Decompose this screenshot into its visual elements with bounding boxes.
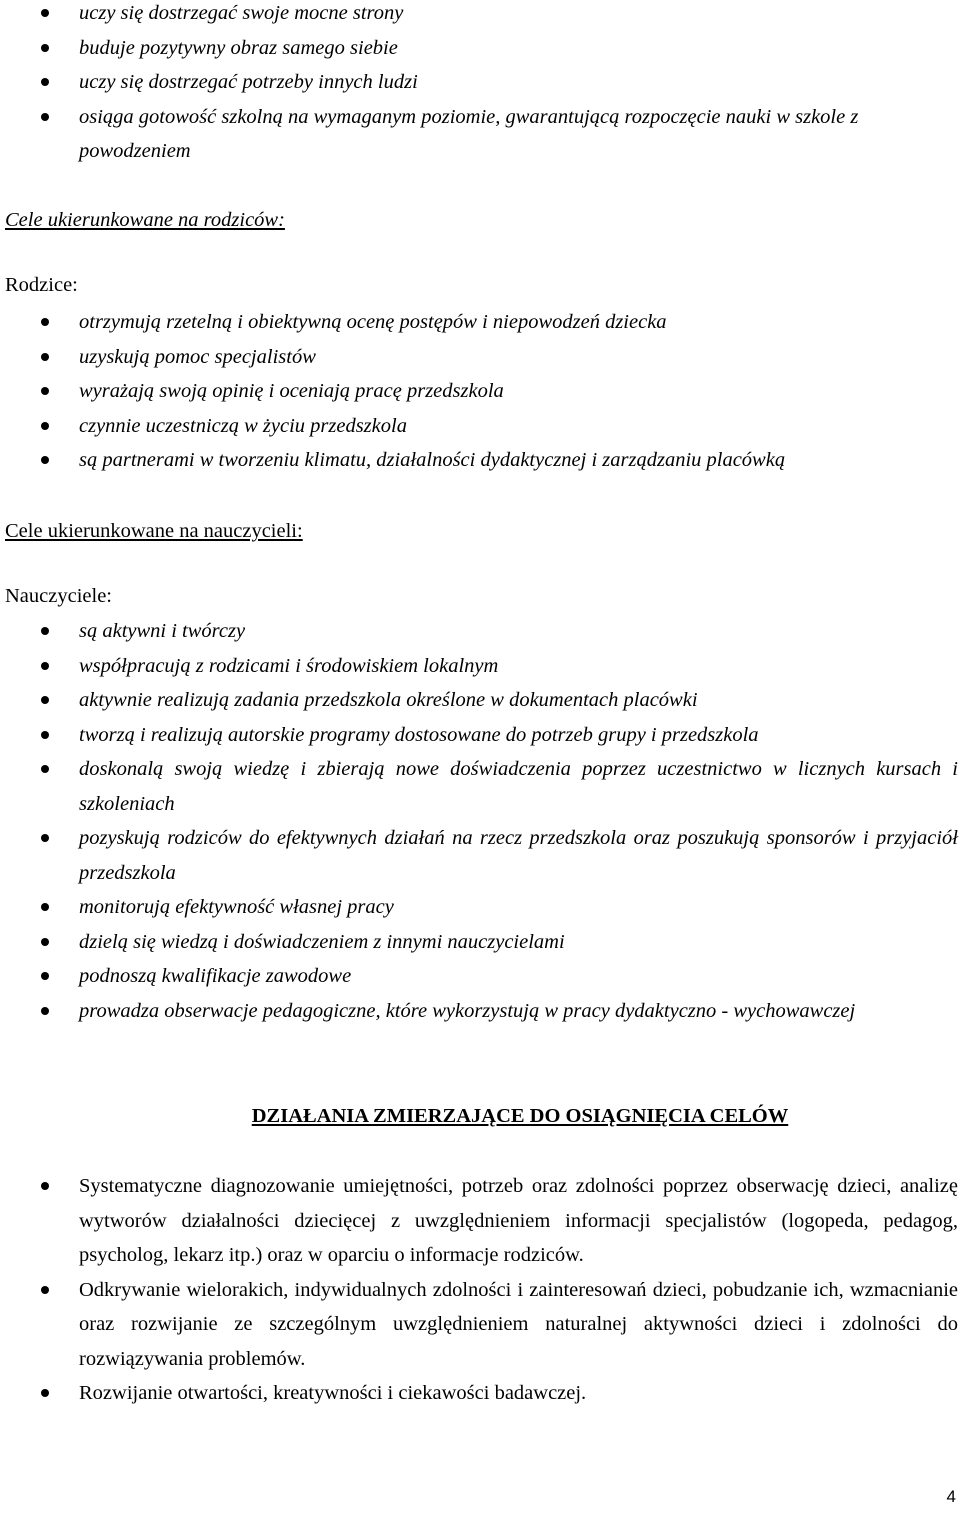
children-goals-list-block	[0, 0, 960, 169]
bullet-icon	[41, 1182, 49, 1190]
bullet-icon	[41, 972, 49, 980]
bullet-icon	[41, 456, 49, 464]
list-item: otrzymują rzetelną i obiektywną ocenę postępów i niepowodzeń dziecka	[0, 305, 960, 340]
list-item: współpracują z rodzicami i środowiskiem lokalnym	[0, 649, 960, 684]
bullet-icon	[41, 113, 49, 121]
parents-goals-heading: Cele ukierunkowane na rodziców:	[5, 209, 285, 231]
list-item: wyrażają swoją opinię i oceniają pracę przedszkola	[0, 374, 960, 409]
bullet-icon	[41, 662, 49, 670]
parents-goals-list	[0, 305, 960, 478]
list-item: Odkrywanie wielorakich, indywidualnych zdolności i zainteresowań dzieci, pobudzanie ich, wzmacnianie oraz rozwijanie ze szczególnym uwzględnieniem naturalnej aktywności dzieci i zdolności do rozwiązywania problemów.	[0, 1273, 960, 1377]
list-item: Systematyczne diagnozowanie umiejętności, potrzeb oraz zdolności poprzez obserwację dzieci, analizę wytworów działalności dziecięcej z uwzględnieniem informacji specjalistów (logopeda, pedagog, psycholog, lekarz itp.) oraz w oparciu o informacje rodziców.	[0, 1169, 960, 1273]
list-item: podnoszą kwalifikacje zawodowe	[0, 959, 960, 994]
list-item: Rozwijanie otwartości, kreatywności i ciekawości badawczej.	[0, 1376, 960, 1411]
bullet-icon	[41, 318, 49, 326]
actions-section-title: DZIAŁANIA ZMIERZAJĄCE DO OSIĄGNIĘCIA CELÓW	[251, 1105, 789, 1127]
list-item: prowadza obserwacje pedagogiczne, które wykorzystują w pracy dydaktyczno - wychowawczej	[0, 994, 960, 1029]
bullet-icon	[41, 1389, 49, 1397]
bullet-icon	[41, 1007, 49, 1015]
list-item: aktywnie realizują zadania przedszkola określone w dokumentach placówki	[0, 683, 960, 718]
list-item: są aktywni i twórczy	[0, 614, 960, 649]
list-item: pozyskują rodziców do efektywnych działań na rzecz przedszkola oraz poszukują sponsorów i przyjaciół przedszkola	[0, 821, 960, 890]
bullet-icon	[41, 78, 49, 86]
list-item: tworzą i realizują autorskie programy dostosowane do potrzeb grupy i przedszkola	[0, 718, 960, 753]
list-item: doskonalą swoją wiedzę i zbierają nowe doświadczenia poprzez uczestnictwo w licznych kursach i szkoleniach	[0, 752, 960, 821]
list-item: czynnie uczestniczą w życiu przedszkola	[0, 409, 960, 444]
list-item: uczy się dostrzegać potrzeby innych ludzi	[0, 65, 960, 100]
children-goals-list	[0, 0, 960, 169]
teachers-goals-list-block	[0, 614, 960, 1028]
bullet-icon	[41, 9, 49, 17]
bullet-icon	[41, 44, 49, 52]
list-item: są partnerami w tworzeniu klimatu, działalności dydaktycznej i zarządzaniu placówką	[0, 443, 960, 478]
list-item: buduje pozytywny obraz samego siebie	[0, 31, 960, 66]
bullet-icon	[41, 696, 49, 704]
bullet-icon	[41, 765, 49, 773]
bullet-icon	[41, 387, 49, 395]
parents-goals-list-block	[0, 305, 960, 478]
list-item: uczy się dostrzegać swoje mocne strony	[0, 0, 960, 31]
list-item: osiąga gotowość szkolną na wymaganym poziomie, gwarantującą rozpoczęcie nauki w szkole z powodzeniem	[0, 100, 960, 169]
parents-label: Rodzice:	[5, 274, 78, 296]
bullet-icon	[41, 834, 49, 842]
bullet-icon	[41, 627, 49, 635]
actions-list	[0, 1169, 960, 1411]
actions-list-block	[0, 1169, 960, 1411]
list-item: monitorują efektywność własnej pracy	[0, 890, 960, 925]
bullet-icon	[41, 422, 49, 430]
teachers-goals-heading: Cele ukierunkowane na nauczycieli:	[5, 520, 303, 542]
list-item: dzielą się wiedzą i doświadczeniem z innymi nauczycielami	[0, 925, 960, 960]
teachers-label: Nauczyciele:	[5, 585, 112, 607]
page-number: 4	[946, 1487, 956, 1506]
bullet-icon	[41, 938, 49, 946]
bullet-icon	[41, 731, 49, 739]
bullet-icon	[41, 903, 49, 911]
bullet-icon	[41, 1286, 49, 1294]
bullet-icon	[41, 353, 49, 361]
list-item: uzyskują pomoc specjalistów	[0, 340, 960, 375]
teachers-goals-list	[0, 614, 960, 1028]
